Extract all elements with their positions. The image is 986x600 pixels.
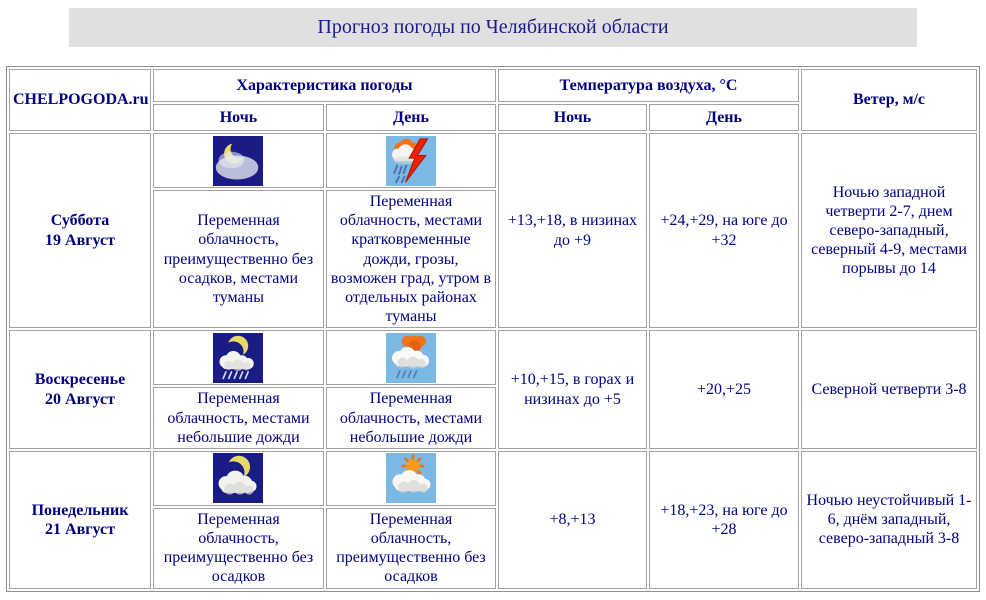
- day-date: 20 Август: [45, 390, 115, 408]
- forecast-table-body: [9, 133, 977, 589]
- night-weather-icon-cell: [153, 133, 324, 188]
- wind-forecast: Ночью неустойчивый 1-6, днём западный, северо-западный 3-8: [801, 451, 977, 589]
- day-weather-icon-cell: [326, 451, 496, 506]
- storm-icon: [385, 136, 437, 186]
- moon-clouds-rain-icon: [212, 333, 264, 383]
- day-label: [9, 133, 151, 328]
- header-temperature: Температура воздуха, °С: [498, 69, 799, 102]
- day-label: [9, 330, 151, 449]
- header-temp-day: День: [649, 104, 799, 131]
- day-date: 21 Август: [45, 520, 115, 538]
- page-title-text: Прогноз погоды по Челябинской области: [317, 16, 669, 38]
- night-description: Переменная облачность, преимущественно без осадков: [153, 508, 324, 589]
- moon-clouds-icon: [212, 453, 264, 503]
- day-date: 19 Август: [45, 231, 115, 249]
- night-temperature: +13,+18, в низинах до +9: [498, 133, 647, 328]
- page-title: [69, 8, 917, 47]
- day-description: Переменная облачность, местами небольшие дожди: [326, 387, 496, 449]
- night-temperature: +10,+15, в горах и низинах до +5: [498, 330, 647, 449]
- header-weather-night: Ночь: [153, 104, 324, 131]
- night-weather-icon-cell: [153, 330, 324, 385]
- forecast-table-header: [9, 69, 977, 131]
- night-weather-icon-cell: [153, 451, 324, 506]
- day-label: [9, 451, 151, 589]
- day-name: Суббота: [50, 212, 110, 230]
- sun-clouds-icon: [385, 453, 437, 503]
- day-temperature: +24,+29, на юге до +32: [649, 133, 799, 328]
- forecast-table: [6, 66, 980, 592]
- header-weather: Характеристика погоды: [153, 69, 496, 102]
- page: [0, 8, 986, 592]
- forecast-row-main: [9, 330, 977, 385]
- day-description: Переменная облачность, местами кратковременные дожди, грозы, возможен град, утром в отдельных районах туманы: [326, 190, 496, 328]
- moon-fog-icon: [212, 136, 264, 186]
- night-temperature: +8,+13: [498, 451, 647, 589]
- header-weather-day: День: [326, 104, 496, 131]
- day-weather-icon-cell: [326, 133, 496, 188]
- night-description: Переменная облачность, преимущественно без осадков, местами туманы: [153, 190, 324, 328]
- day-temperature: +20,+25: [649, 330, 799, 449]
- day-name: Понедельник: [31, 501, 129, 519]
- forecast-row-main: [9, 133, 977, 188]
- night-description: Переменная облачность, местами небольшие дожди: [153, 387, 324, 449]
- header-temp-night: Ночь: [498, 104, 647, 131]
- sun-clouds-rain-icon: [385, 333, 437, 383]
- forecast-row-main: [9, 451, 977, 506]
- day-weather-icon-cell: [326, 330, 496, 385]
- day-description: Переменная облачность, преимущественно без осадков: [326, 508, 496, 589]
- day-temperature: +18,+23, на юге до +28: [649, 451, 799, 589]
- wind-forecast: Северной четверти 3-8: [801, 330, 977, 449]
- site-brand[interactable]: CHELPOGODA.ru: [9, 69, 151, 131]
- day-name: Воскресенье: [34, 371, 126, 389]
- wind-forecast: Ночью западной четверти 2-7, днем северо-западный, северный 4-9, местами порывы до 14: [801, 133, 977, 328]
- header-wind: Ветер, м/с: [801, 69, 977, 131]
